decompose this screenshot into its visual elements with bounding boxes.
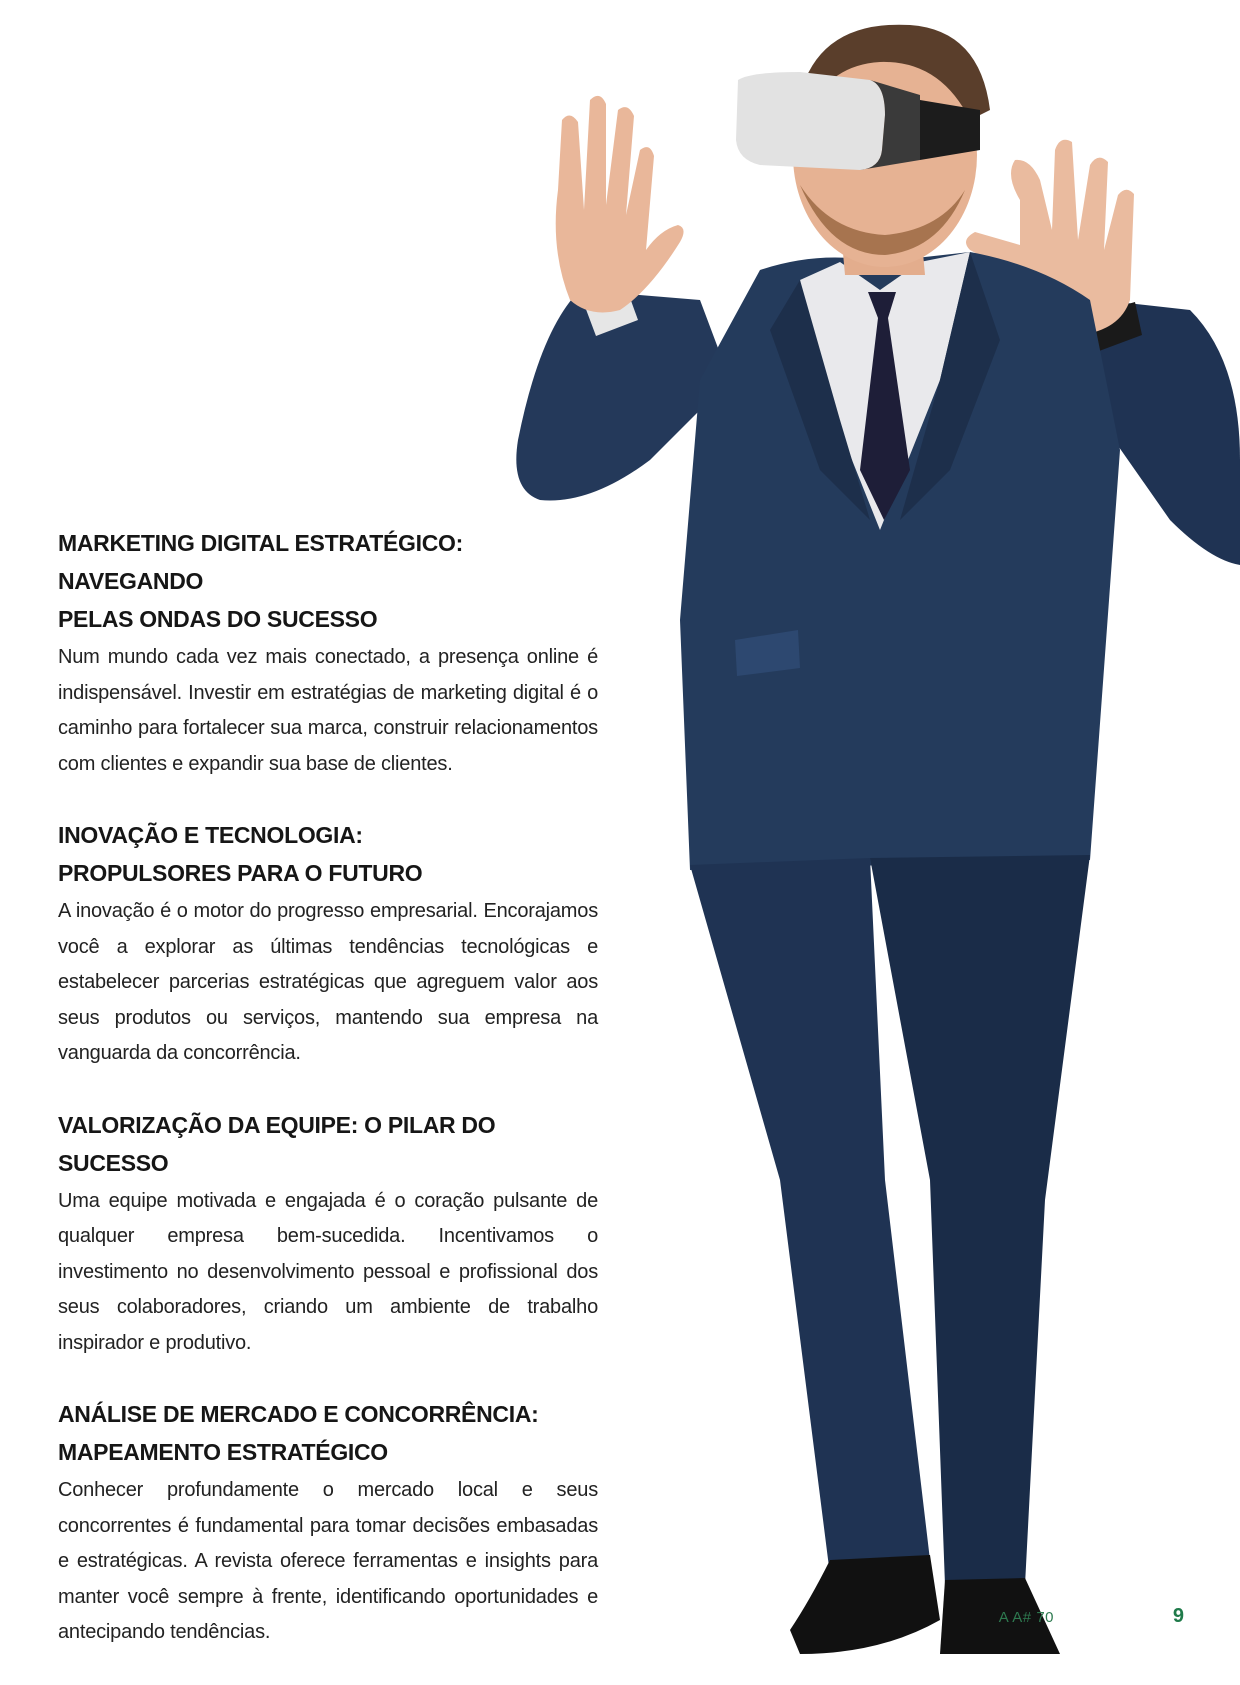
page-number: 9 [1172, 1605, 1184, 1627]
section-body: Conhecer profundamente o mercado local e seus concorrentes é fundamental para tomar decisões embasadas e estratégicas. A revista oferece ferramentas e insights para manter você sempre à frente, identificando oportunidades e antecipando tendências. [58, 1479, 598, 1643]
page-footer [944, 1605, 1184, 1631]
section-title-line2: MAPEAMENTO ESTRATÉGICO [58, 1439, 388, 1465]
section-inovacao-tecnologia [58, 816, 598, 1072]
section-title-line1: VALORIZAÇÃO DA EQUIPE: O PILAR DO SUCESSO [58, 1111, 496, 1176]
section-valorizacao-equipe [58, 1106, 598, 1362]
section-title [58, 816, 598, 892]
section-title-line1: INOVAÇÃO E TECNOLOGIA: [58, 822, 363, 848]
section-title [58, 1395, 598, 1471]
section-title [58, 524, 598, 638]
article-column [58, 524, 598, 1685]
section-analise-mercado [58, 1395, 598, 1651]
man-with-vr-headset-illustration [500, 0, 1240, 1654]
section-body: A inovação é o motor do progresso empresarial. Encorajamos você a explorar as últimas tendências tecnológicas e estabelecer parcerias estratégicas que agreguem valor aos seus produtos ou serviços, mantendo sua empresa na vanguarda da concorrência. [58, 900, 598, 1064]
magazine-issue-label: A A# 70 [998, 1609, 1054, 1626]
section-title [58, 1106, 598, 1182]
section-title-line1: ANÁLISE DE MERCADO E CONCORRÊNCIA: [58, 1401, 539, 1427]
section-title-line2: PELAS ONDAS DO SUCESSO [58, 606, 378, 632]
section-body: Uma equipe motivada e engajada é o coração pulsante de qualquer empresa bem-sucedida. Incentivamos o investimento no desenvolvimento pessoal e profissional dos seus colaboradores, criando um ambiente de trabalho inspirador e produtivo. [58, 1189, 598, 1354]
section-title-line2: PROPULSORES PARA O FUTURO [58, 860, 423, 886]
section-body: Num mundo cada vez mais conectado, a presença online é indispensável. Investir em estratégias de marketing digital é o caminho para fortalecer sua marca, construir relacionamentos com clientes e expandir sua base de clientes. [58, 646, 598, 775]
section-title-line1: MARKETING DIGITAL ESTRATÉGICO: NAVEGANDO [58, 530, 463, 594]
section-marketing-digital [58, 524, 598, 782]
